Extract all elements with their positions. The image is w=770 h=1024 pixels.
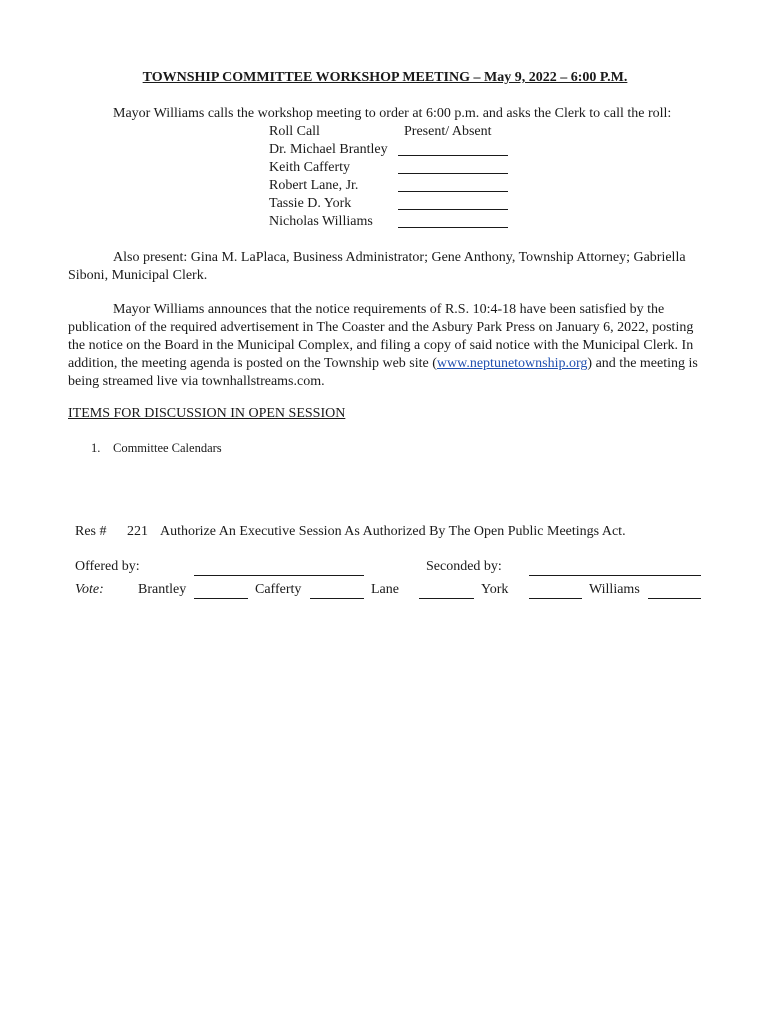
resolution-description: Authorize An Executive Session As Authorized By The Open Public Meetings Act. [160, 524, 626, 539]
resolution-number: 221 [127, 524, 148, 539]
vote-blank [419, 598, 474, 599]
voter-name: Cafferty [255, 582, 302, 597]
attendance-blank [398, 191, 508, 192]
vote-blank [648, 598, 701, 599]
member-name: Robert Lane, Jr. [269, 178, 359, 193]
page-title: TOWNSHIP COMMITTEE WORKSHOP MEETING – May 9, 2022 – 6:00 P.M. [142, 70, 628, 85]
roll-call-heading: Roll Call [269, 124, 320, 139]
attendance-blank [398, 209, 508, 210]
seconded-by-label: Seconded by: [426, 559, 502, 574]
offered-by-blank [194, 575, 364, 576]
attendance-blank [398, 155, 508, 156]
roll-call-row [269, 196, 529, 214]
voter-name: Lane [371, 582, 399, 597]
notice-paragraph [68, 301, 698, 391]
attendance-blank [398, 227, 508, 228]
member-name: Dr. Michael Brantley [269, 142, 388, 157]
resolution-prefix: Res # [75, 524, 107, 539]
list-item-number: 1. [91, 441, 101, 455]
items-section-heading: ITEMS FOR DISCUSSION IN OPEN SESSION [68, 406, 346, 421]
notice-text-before: Mayor Williams announces that the notice requirements of R.S. 10:4-18 have been satisfied by the publication of the required advertisement in The Coaster and the Asbury Park Press on January 6, 2022, posting the notice on the Board in the Municipal Complex, and filing a copy of said notice with the Municipal Clerk. In addition, the meeting agenda is posted on the Township web site ( [68, 302, 694, 371]
vote-label: Vote: [75, 582, 104, 597]
present-absent-heading: Present/ Absent [404, 124, 492, 139]
vote-blank [310, 598, 364, 599]
member-name: Nicholas Williams [269, 214, 373, 229]
roll-call-row [269, 178, 529, 196]
attendance-blank [398, 173, 508, 174]
list-item-committee-calendars: Committee Calendars [113, 441, 222, 455]
voter-name: Williams [589, 582, 640, 597]
member-name: Keith Cafferty [269, 160, 350, 175]
township-website-link[interactable]: www.neptunetownship.org [436, 356, 588, 371]
vote-blank [529, 598, 582, 599]
call-to-order-text: Mayor Williams calls the workshop meeting to order at 6:00 p.m. and asks the Clerk to call the roll: [113, 106, 672, 121]
voter-name: Brantley [138, 582, 187, 597]
roll-call-row [269, 214, 529, 232]
roll-call-row [269, 160, 529, 178]
member-name: Tassie D. York [269, 196, 352, 211]
seconded-by-blank [529, 575, 701, 576]
voter-name: York [481, 582, 509, 597]
offered-by-label: Offered by: [75, 559, 140, 574]
roll-call-row [269, 142, 529, 160]
vote-blank [194, 598, 248, 599]
also-present-paragraph: Also present: Gina M. LaPlaca, Business Administrator; Gene Anthony, Township Attorney; Gabriella Siboni, Municipal Clerk. [68, 250, 686, 283]
notice-text-after: ) and the meeting is being streamed live via townhallstreams.com. [68, 356, 698, 389]
